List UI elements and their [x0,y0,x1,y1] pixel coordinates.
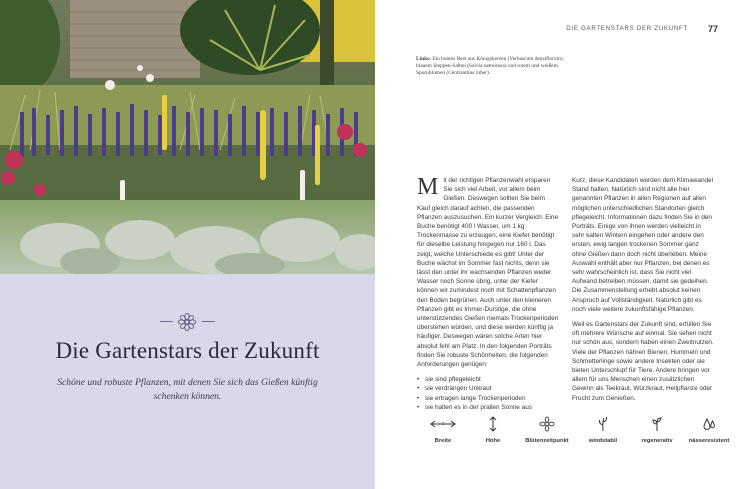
legend-label: Breite [434,438,452,444]
sprout-icon [649,416,665,432]
caption-label: Links: [416,56,431,62]
ornament-line-right [202,321,215,322]
chapter-title: Die Gartenstars der Zukunft [55,338,320,363]
flower-ornament-icon [177,312,197,332]
wind-icon [595,416,611,432]
intro-paragraph [417,176,559,369]
title-panel [0,274,375,489]
intro-text: it der richtigen Pflanzenwahl ersparen Sie sich viel Arbeit, vor allem beim Gießen. Deswegen sollten Sie beim Kauf gleich darauf achten, die passenden Pflanzen auszusuchen. Ein kurzer Vergleich: Eine Buche benötigt 400 l Wasser, um 1 kg Trockenmasse zu erzeugen, eine Kiefer benötigt für dieselbe Leistung hingegen nur 160 l. Das zeigt, welche Unterschiede es gibt! Unter der Buche wächst im Sommer fast nichts, denn sie lässt den unter ihr wachsenden Pflanzen weder Wasser noch Sonne übrig, unter der Kiefer können wir zumindest noch mit Schattenpflanzen den Boden begrünen. Auch unter den kleineren Pflanzen gibt es Immer-Durstige, die ohne unterstützendes Gießen niemals Trockenperioden überstehen würden, und diese werden künftig ja häufiger. Deswegen wären solche Arten hier absolut fehl am Platz. In den folgenden Porträts finden Sie robuste Schönheiten, die folgenden Anforderungen genügen: [417,177,559,369]
flower-icon [539,416,555,432]
legend-item-regenerative [629,416,685,444]
legend-label: regenerativ [641,438,673,444]
right-page [375,0,730,489]
list-item: • sie ertragen lange Trockenperioden [417,394,559,403]
body-paragraph-2: Weil es Gartenstars der Zukunft sind, erfüllen Sie oft mehrere Wünsche auf einmal. Sie sehen nicht nur schön aus, sondern haben einen Zweitnutzen. Viele der Pflanzen nähren Bienen, Hummeln und Schmetterlinge sowie andere Insekten oder sie bieten Unterschlupf für Tiere. Andere bringen vor allem für uns Menschen einen zusätzlichen Gewinn als Teekraut, Würzkraut, Heilpflanze oder Frucht zum Genießen. [572,321,714,402]
icon-legend [415,416,730,456]
ornament-line-left [160,321,173,322]
text-column-1 [417,176,559,412]
legend-label: Blütenzeitpunkt [525,438,569,444]
width-arrows-icon [428,416,458,432]
drops-icon [701,416,717,432]
legend-item-bloom [519,416,575,444]
caption-text: Ein buntes Beet aus Königskerzen (Verbascum densiflorum), blauem Steppen-Salbei (Salvia nemorosa) und rotem und weißem Spornblumen (Centranthus ruber). [416,56,564,77]
body-paragraph-1: Kurz, diese Kandidaten werden dem Klimawandel Stand halten. Natürlich sind nicht alle hier genannten Pflanzen in allen Regionen auf allen möglichen unterschiedlichen Standorten gleich pflegeleicht. Informationen dazu finden Sie in den Porträts. Einige von ihnen werden vielleicht in sehr kalten Wintern eingehen oder andere den ersten, ewig langen trockenen Sommer ganz ohne Gießen dann doch nicht überleben. Meine Auswahl enthält aber nur Pflanzen, bei denen es sehr wahrscheinlich ist, dass Sie nicht viel Aufwand betreiben müssen, damit sie gedeihen. Die Zusammenstellung erhebt absolut keinen Anspruch auf Vollständigkeit. Natürlich gibt es noch viele weitere zukunftsfähige Pflanzen. [572,177,714,313]
drop-cap: M [417,174,439,200]
list-item: • sie halten es in der prallen Sonne aus [417,403,559,412]
legend-item-wet [681,416,737,444]
legend-label: Höhe [485,438,501,444]
requirements-list [417,375,559,412]
list-item: • sie sind pflegeleicht [417,375,559,384]
ornament [0,311,375,333]
legend-item-wind [575,416,631,444]
legend-item-height [465,416,521,444]
page-number: 77 [707,24,718,34]
height-arrows-icon [485,416,501,432]
garden-photo [0,0,375,274]
photo-caption [416,56,566,78]
running-head: DIE GARTENSTARS DER ZUKUNFT [566,26,688,32]
legend-label: nässeresistent [688,438,730,444]
chapter-subtitle: Schöne und robuste Pflanzen, mit denen Sie sich das Gießen künftig schenken können. [57,377,318,402]
text-column-2 [572,176,714,409]
legend-item-width [415,416,471,444]
list-item: • sie verdrängen Unkraut [417,384,559,393]
legend-label: windstabil [588,438,618,444]
